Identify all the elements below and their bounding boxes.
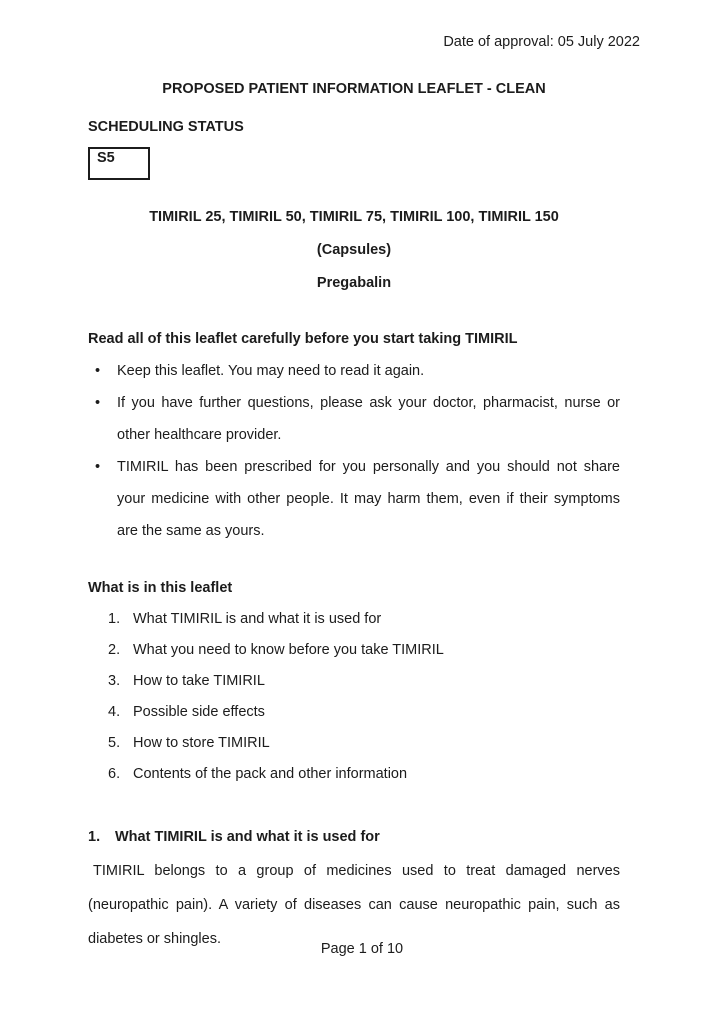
toc-item-label: How to store TIMIRIL [133,735,270,751]
section-1-heading [88,820,620,854]
section-1-body-paragraph: TIMIRIL belongs to a group of medicines used to treat damaged nerves (neuropathic pain). A variety of diseases can cause neuropathic pain, such as diabetes or shingles. [88,863,620,947]
active-ingredient-line: Pregabalin [316,275,392,291]
toc-item [108,759,620,790]
toc-item-number: 2. [108,642,121,658]
toc-item-label: What TIMIRIL is and what it is used for [133,611,382,627]
toc-heading: What is in this leaflet [88,580,233,596]
toc-item-label: Possible side effects [133,704,265,720]
page-number-indicator: Page 1 of 10 [320,941,404,957]
toc-item-label: How to take TIMIRIL [133,673,265,689]
document-content [88,0,640,956]
toc-item-number: 1. [108,611,121,627]
section-1-title: What TIMIRIL is and what it is used for [115,829,380,845]
product-title-block [88,201,620,300]
toc-item-number: 3. [108,673,121,689]
toc-item [108,635,620,666]
bullet-item: • If you have further questions, please ask your doctor, pharmacist, nurse or other healthcare provider. [117,387,620,451]
toc-item-number: 5. [108,735,121,751]
schedule-code: S5 [97,150,115,166]
bullet-item: • TIMIRIL has been prescribed for you personally and you should not share your medicine with other people. It may harm them, even if their symptoms are the same as yours. [117,451,620,547]
dosage-form-line: (Capsules) [316,242,392,258]
toc-item [108,697,620,728]
document-title: PROPOSED PATIENT INFORMATION LEAFLET - CLEAN [162,81,546,97]
toc-item-number: 6. [108,766,121,782]
approval-date: Date of approval: 05 July 2022 [443,34,640,50]
bullet-item: • Keep this leaflet. You may need to read it again. [117,355,620,387]
schedule-code-box [88,147,150,180]
toc-item-label: Contents of the pack and other information [133,766,408,782]
toc-item-label: What you need to know before you take TIMIRIL [133,642,444,658]
product-name-line: TIMIRIL 25, TIMIRIL 50, TIMIRIL 75, TIMIRIL 100, TIMIRIL 150 [149,209,559,225]
section-1-number: 1. [88,829,101,845]
scheduling-status-heading: SCHEDULING STATUS [88,119,244,135]
toc-item-number: 4. [108,704,121,720]
toc-item [108,728,620,759]
advice-bullet-list [88,355,620,547]
toc-item [108,604,620,635]
toc-item [108,666,620,697]
toc-list [88,604,620,790]
read-leaflet-heading: Read all of this leaflet carefully before you start taking TIMIRIL [88,331,518,347]
